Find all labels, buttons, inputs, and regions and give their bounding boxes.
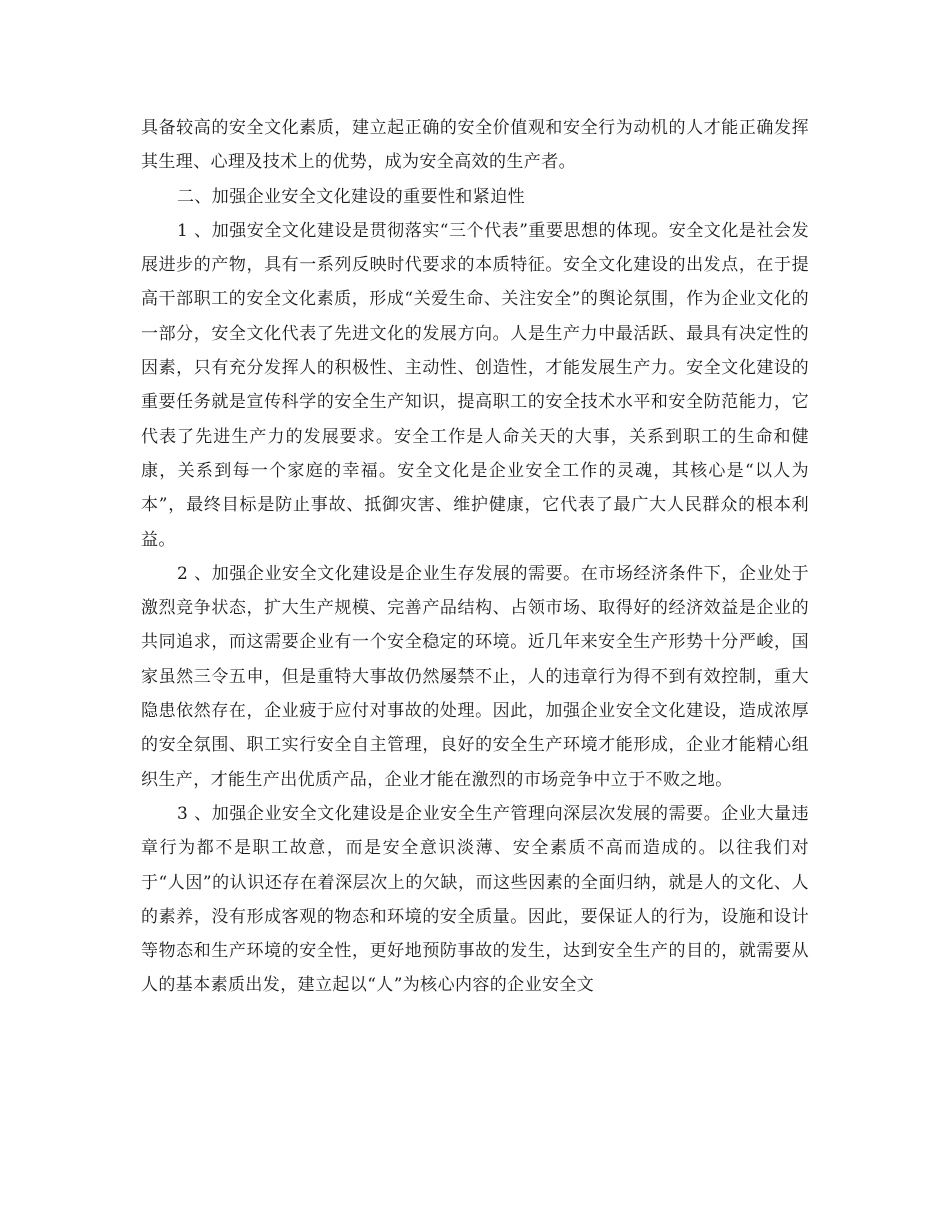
paragraph-point-1: 1 、加强安全文化建设是贯彻落实“三个代表”重要思想的体现。安全文化是社会发展进步的产物，具有一系列反映时代要求的本质特征。安全文化建设的出发点，在于提高干部职工的安全文化素质，形成“关爱生命、关注安全”的舆论氛围，作为企业文化的一部分，安全文化代表了先进文化的发展方向。人是生产力中最活跃、最具有决定性的因素，只有充分发挥人的积极性、主动性、创造性，才能发展生产力。安全文化建设的重要任务就是宣传科学的安全生产知识，提高职工的安全技术水平和安全防范能力，它代表了先进生产力的发展要求。安全工作是人命关天的大事，关系到职工的生命和健康，关系到每一个家庭的幸福。安全文化是企业安全工作的灵魂，其核心是“以人为本”，最终目标是防止事故、抵御灾害、维护健康，它代表了最广大人民群众的根本利益。 (141, 220, 809, 550)
paragraph-point-2: 2 、加强企业安全文化建设是企业生存发展的需要。在市场经济条件下，企业处于激烈竞争状态，扩大生产规模、完善产品结构、占领市场、取得好的经济效益是企业的共同追求，而这需要企业有一个安全稳定的环境。近几年来安全生产形势十分严峻，国家虽然三令五申，但是重特大事故仍然屡禁不止，人的违章行为得不到有效控制，重大隐患依然存在，企业疲于应付对事故的处理。因此，加强企业安全文化建设，造成浓厚的安全氛围、职工实行安全自主管理，良好的安全生产环境才能形成，企业才能精心组织生产，才能生产出优质产品，企业才能在激烈的市场竞争中立于不败之地。 (141, 563, 809, 790)
document-body (141, 111, 809, 1003)
paragraph-point-3: 3 、加强企业安全文化建设是企业安全生产管理向深层次发展的需要。企业大量违章行为都不是职工故意，而是安全意识淡薄、安全素质不高而造成的。以往我们对于“人因”的认识还存在着深层次上的欠缺，而这些因素的全面归纳，就是人的文化、人的素养，没有形成客观的物态和环境的安全质量。因此，要保证人的行为，设施和设计等物态和生产环境的安全性，更好地预防事故的发生，达到安全生产的目的，就需要从人的基本素质出发，建立起以“人”为核心内容的企业安全文 (141, 803, 809, 996)
paragraph-continuation: 具备较高的安全文化素质，建立起正确的安全价值观和安全行为动机的人才能正确发挥其生理、心理及技术上的优势，成为安全高效的生产者。 (141, 118, 809, 173)
section-heading: 二、加强企业安全文化建设的重要性和紧迫性 (177, 186, 525, 207)
